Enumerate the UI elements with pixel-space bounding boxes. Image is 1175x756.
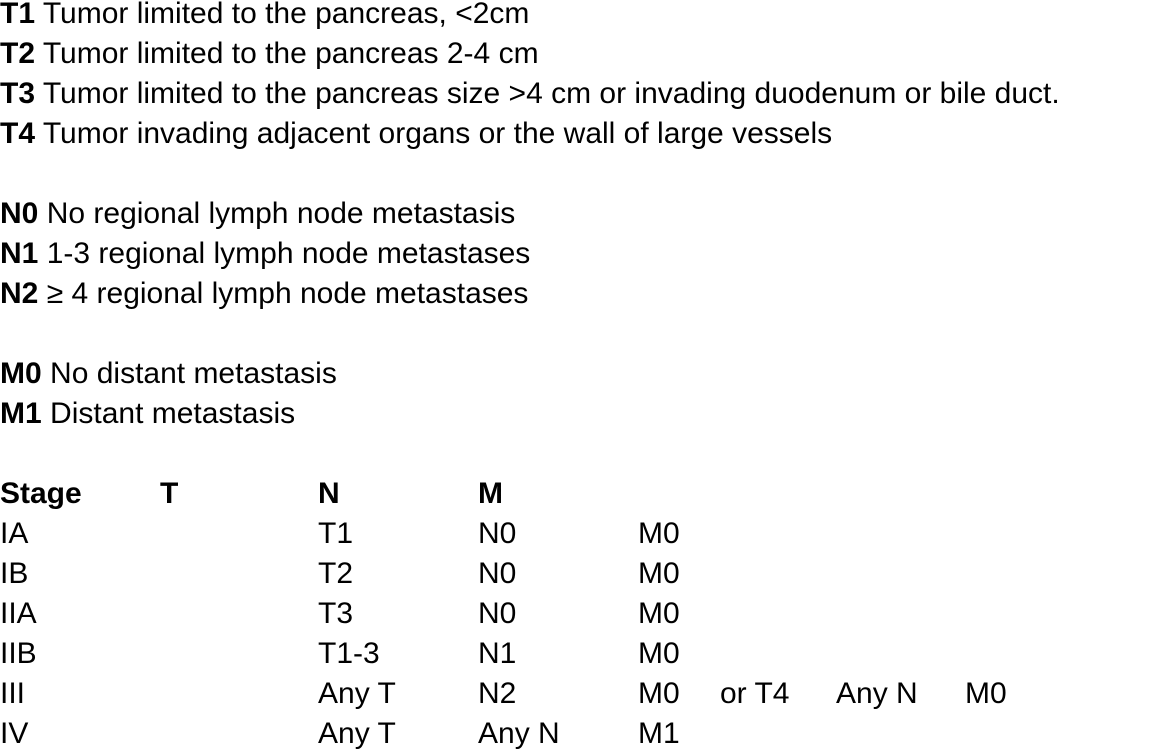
stage-table	[0, 474, 1175, 754]
table-row	[0, 554, 1175, 594]
cell-n: N0	[478, 557, 517, 590]
cell-n: N1	[478, 637, 517, 670]
cell-m: M0	[638, 517, 680, 550]
cell-alt-or: or	[720, 677, 747, 710]
cell-alt-connector	[720, 674, 790, 714]
definition-text: 1-3 regional lymph node metastases	[46, 237, 531, 270]
definition-line	[0, 114, 1175, 154]
table-row	[0, 514, 1175, 554]
cell-n: N0	[478, 597, 517, 630]
definition-code: T1	[0, 0, 36, 30]
definition-text: No regional lymph node metastasis	[46, 197, 516, 230]
cell-t: Any T	[318, 677, 396, 710]
definition-line	[0, 354, 1175, 394]
definition-line	[0, 74, 1175, 114]
cell-stage: IB	[0, 557, 29, 590]
definition-code: M1	[0, 397, 42, 430]
cell-t: T1-3	[318, 637, 380, 670]
cell-stage: IIB	[0, 637, 37, 670]
definition-text: No distant metastasis	[50, 357, 337, 390]
t-definitions	[0, 0, 1175, 154]
definition-text: Tumor limited to the pancreas size >4 cm or invading duodenum or bile duct.	[42, 77, 1060, 110]
table-row	[0, 634, 1175, 674]
definition-text: Distant metastasis	[50, 397, 296, 430]
cell-m: M0	[638, 677, 680, 710]
cell-t: T1	[318, 517, 354, 550]
cell-t: T2	[318, 557, 354, 590]
cell-m: M0	[638, 597, 680, 630]
header-m: M	[478, 477, 503, 510]
definition-code: N0	[0, 197, 39, 230]
table-row	[0, 674, 1175, 714]
header-stage: Stage	[0, 477, 82, 510]
definition-code: N2	[0, 277, 39, 310]
definition-text: Tumor invading adjacent organs or the wall of large vessels	[42, 117, 833, 150]
definition-line	[0, 234, 1175, 274]
definition-text: Tumor limited to the pancreas, <2cm	[42, 0, 530, 30]
definition-line	[0, 274, 1175, 314]
definition-code: T3	[0, 77, 36, 110]
cell-n: N0	[478, 517, 517, 550]
definition-code: T2	[0, 37, 36, 70]
cell-alt-m: M0	[965, 677, 1007, 710]
header-n: N	[318, 477, 340, 510]
spacer	[0, 154, 1175, 194]
definition-text: Tumor limited to the pancreas 2-4 cm	[42, 37, 539, 70]
cell-stage: III	[0, 677, 26, 710]
definition-code: N1	[0, 237, 39, 270]
definition-line	[0, 34, 1175, 74]
definition-line	[0, 0, 1175, 34]
stage-table-header	[0, 474, 1175, 514]
cell-n: N2	[478, 677, 517, 710]
table-row	[0, 594, 1175, 634]
cell-m: M1	[638, 717, 680, 750]
spacer	[0, 434, 1175, 474]
cell-stage: IIA	[0, 597, 37, 630]
cell-t: T3	[318, 597, 354, 630]
definition-code: M0	[0, 357, 42, 390]
definition-line	[0, 394, 1175, 434]
cell-stage: IV	[0, 717, 29, 750]
m-definitions	[0, 354, 1175, 434]
cell-stage: IA	[0, 517, 29, 550]
header-t: T	[160, 477, 179, 510]
cell-m: M0	[638, 557, 680, 590]
spacer	[0, 314, 1175, 354]
table-row	[0, 714, 1175, 754]
cell-m: M0	[638, 637, 680, 670]
cell-n: Any N	[478, 717, 560, 750]
definition-line	[0, 194, 1175, 234]
definition-text: ≥ 4 regional lymph node metastases	[46, 277, 529, 310]
cell-alt-t: T4	[754, 677, 790, 710]
definition-code: T4	[0, 117, 36, 150]
cell-alt-n: Any N	[836, 677, 918, 710]
n-definitions	[0, 194, 1175, 314]
cell-t: Any T	[318, 717, 396, 750]
